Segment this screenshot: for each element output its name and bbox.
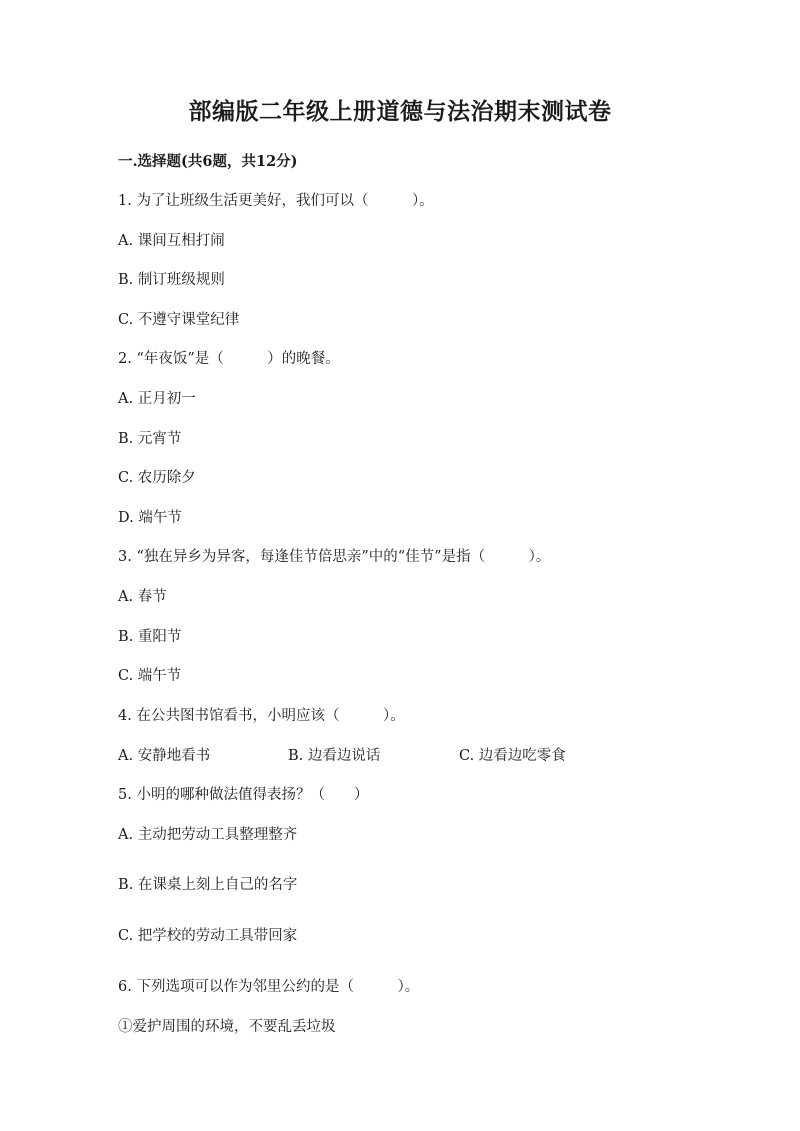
question-6-item-1: ①爱护周围的环境，不要乱丢垃圾 — [118, 1019, 336, 1035]
question-1-option-a: A. 课间互相打闹 — [118, 233, 225, 249]
question-1-stem: 1. 为了让班级生活更美好，我们可以（ ）。 — [118, 193, 434, 209]
question-2-option-c: C. 农历除夕 — [118, 470, 196, 486]
question-1-option-b: B. 制订班级规则 — [118, 272, 225, 288]
question-2-option-d: D. 端午节 — [118, 510, 182, 526]
question-3-option-c: C. 端午节 — [118, 668, 182, 684]
question-3-stem: 3. “独在异乡为异客，每逢佳节倍思亲”中的“佳节”是指（ ）。 — [118, 549, 551, 565]
question-5-option-a: A. 主动把劳动工具整理整齐 — [118, 827, 298, 843]
question-5-stem: 5. 小明的哪种做法值得表扬？（ ） — [118, 787, 369, 803]
question-4-option-a: A. 安静地看书 — [118, 748, 211, 764]
question-4-option-c: C. 边看边吃零食 — [459, 748, 566, 764]
question-6-stem: 6. 下列选项可以作为邻里公约的是（ ）。 — [118, 979, 420, 995]
question-5-option-c: C. 把学校的劳动工具带回家 — [118, 928, 298, 944]
question-4-stem: 4. 在公共图书馆看书，小明应该（ ）。 — [118, 708, 405, 724]
question-2-stem: 2. “年夜饭”是（ ）的晚餐。 — [118, 351, 340, 367]
question-3-option-b: B. 重阳节 — [118, 629, 182, 645]
question-3-option-a: A. 春节 — [118, 589, 167, 605]
question-4-option-b: B. 边看边说话 — [288, 748, 381, 764]
question-1-option-c: C. 不遵守课堂纪律 — [118, 312, 240, 328]
page-title: 部编版二年级上册道德与法治期末测试卷 — [188, 98, 612, 125]
section-heading: 一.选择题(共6题，共12分) — [118, 153, 298, 170]
question-2-option-a: A. 正月初一 — [118, 391, 196, 407]
question-2-option-b: B. 元宵节 — [118, 431, 182, 447]
question-5-option-b: B. 在课桌上刻上自己的名字 — [118, 877, 298, 893]
